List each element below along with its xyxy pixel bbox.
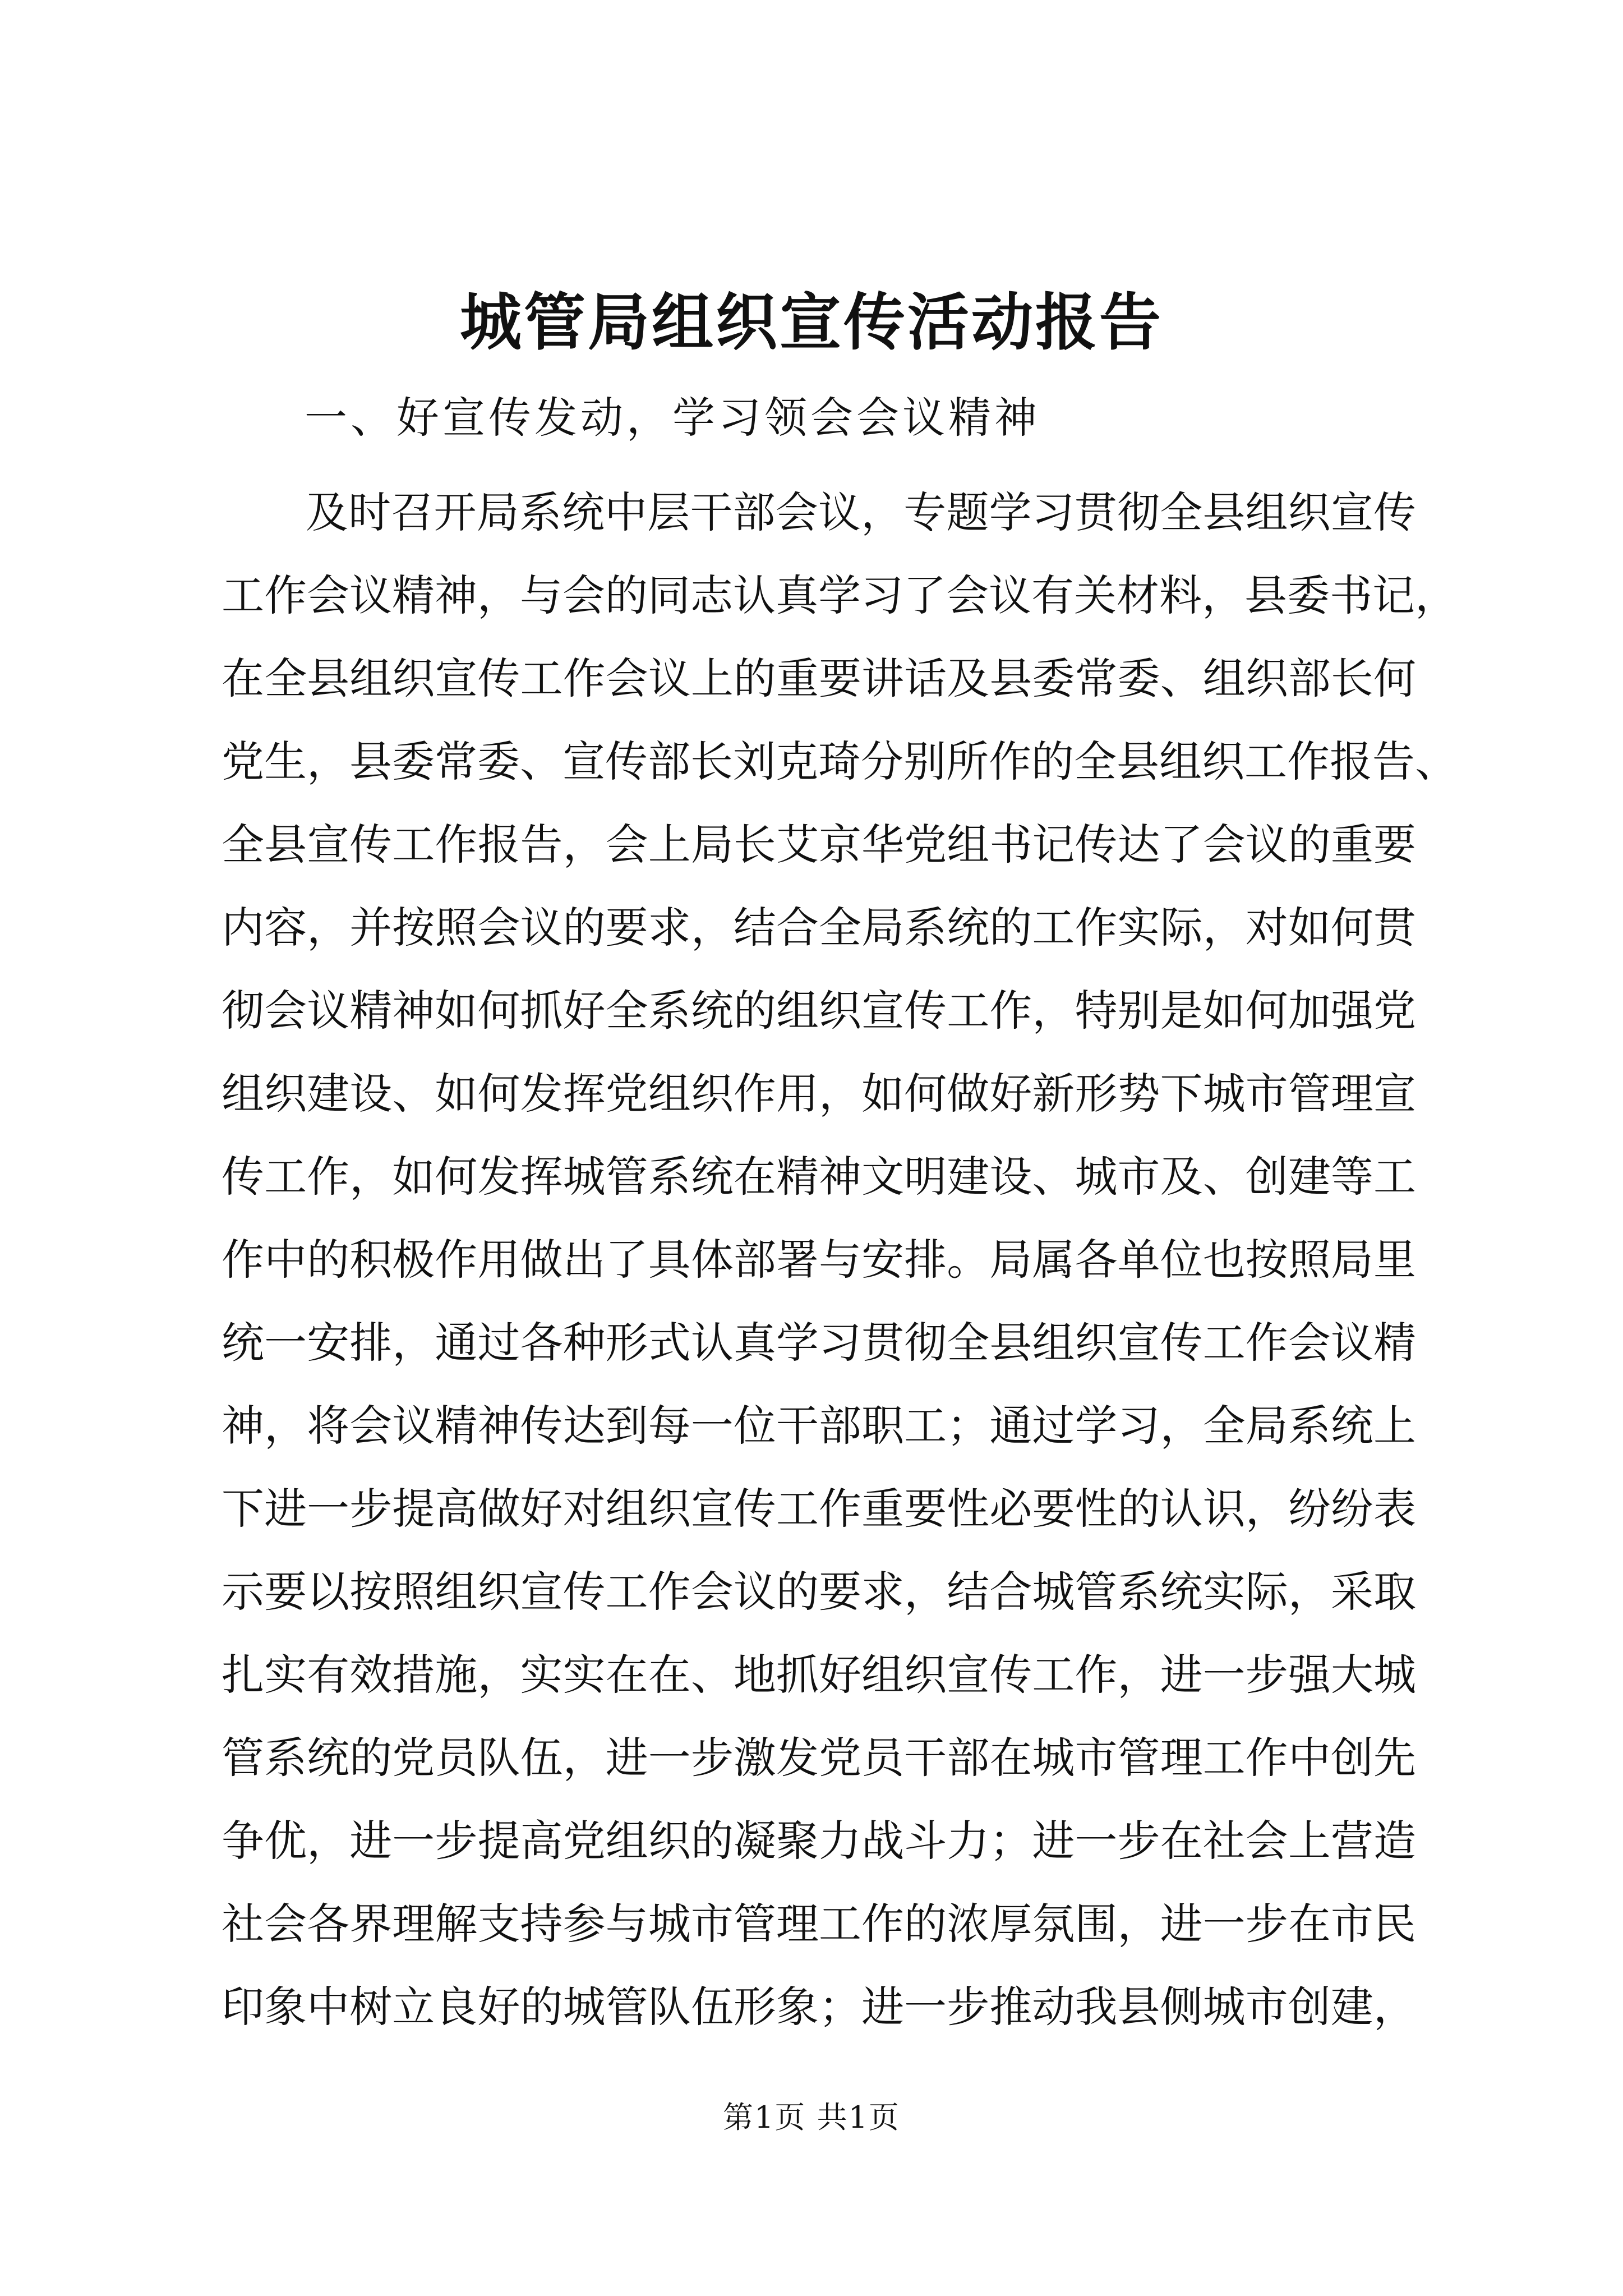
body-line: 印象中树立良好的城管队伍形象；进一步推动我县侧城市创建， xyxy=(222,1982,1416,2032)
body-line: 彻会议精神如何抓好全系统的组织宣传工作，特别是如何加强党 xyxy=(222,986,1416,1036)
body-line: 党生，县委常委、宣传部长刘克琦分别所作的全县组织工作报告、 xyxy=(222,737,1458,786)
body-line: 扎实有效措施，实实在在、地抓好组织宣传工作，进一步强大城 xyxy=(222,1650,1416,1700)
body-line: 作中的积极作用做出了具体部署与安排。局属各单位也按照局里 xyxy=(222,1235,1416,1285)
section-heading: 一、好宣传发动，学习领会会议精神 xyxy=(305,393,1040,443)
body-line: 工作会议精神，与会的同志认真学习了会议有关材料，县委书记， xyxy=(222,570,1458,620)
body-line: 示要以按照组织宣传工作会议的要求，结合城管系统实际，采取 xyxy=(222,1567,1416,1617)
body-line: 神，将会议精神传达到每一位干部职工；通过学习，全局系统上 xyxy=(222,1401,1416,1451)
page-footer: 第1页 共1页 xyxy=(723,2100,900,2135)
document-title: 城管局组织宣传活动报告 xyxy=(460,286,1163,358)
body-line: 及时召开局系统中层干部会议，专题学习贯彻全县组织宣传 xyxy=(306,487,1416,537)
body-line: 全县宣传工作报告，会上局长艾京华党组书记传达了会议的重要 xyxy=(222,820,1416,869)
body-line: 争优，进一步提高党组织的凝聚力战斗力；进一步在社会上营造 xyxy=(222,1816,1416,1866)
body-line: 管系统的党员队伍，进一步激发党员干部在城市管理工作中创先 xyxy=(222,1733,1416,1783)
body-line: 传工作，如何发挥城管系统在精神文明建设、城市及、创建等工 xyxy=(222,1152,1416,1202)
body-line: 内容，并按照会议的要求，结合全局系统的工作实际，对如何贯 xyxy=(222,903,1416,953)
body-line: 统一安排，通过各种形式认真学习贯彻全县组织宣传工作会议精 xyxy=(222,1318,1416,1368)
body-line: 下进一步提高做好对组织宣传工作重要性必要性的认识，纷纷表 xyxy=(222,1484,1416,1534)
body-line: 社会各界理解支持参与城市管理工作的浓厚氛围，进一步在市民 xyxy=(222,1899,1416,1949)
body-line: 在全县组织宣传工作会议上的重要讲话及县委常委、组织部长何 xyxy=(222,654,1416,703)
body-paragraph xyxy=(222,471,1458,2049)
body-line: 组织建设、如何发挥党组织作用，如何做好新形势下城市管理宣 xyxy=(222,1069,1416,1119)
